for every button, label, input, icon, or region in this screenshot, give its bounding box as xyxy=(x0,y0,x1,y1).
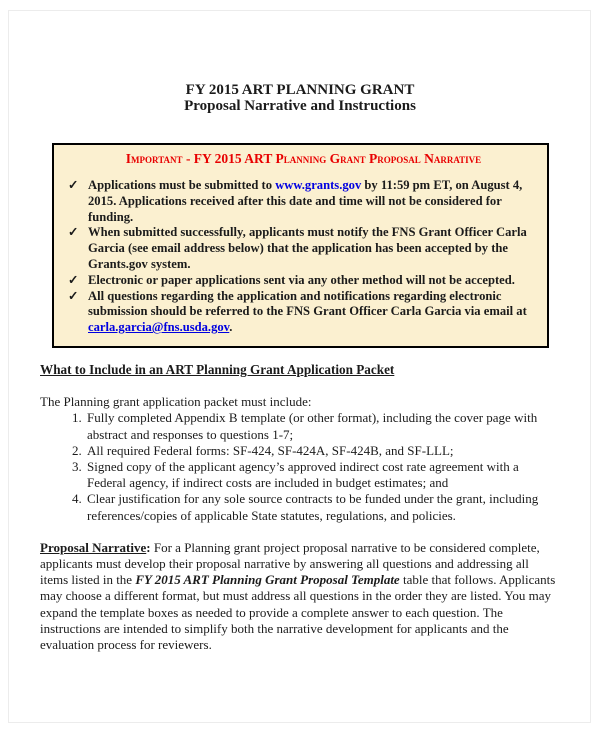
list-item: 2. All required Federal forms: SF-424, SF-424A, SF-424B, and SF-LLL; xyxy=(85,443,560,459)
check-icon: ✓ xyxy=(68,178,79,192)
proposal-body-segment: For a Planning grant project proposal narrative to be considered complete, applicants must develop their proposal narrative by answering all questions and addressing all items listed in the xyxy=(40,539,540,588)
list-item: 1. Fully completed Appendix B template (or other format), including the cover page with abstract and responses to questions 1-7; xyxy=(85,410,560,442)
proposal-colon: : xyxy=(146,539,154,555)
check-icon: ✓ xyxy=(68,272,79,287)
packet-list xyxy=(40,410,560,523)
bullet-text xyxy=(88,178,539,225)
email-link[interactable]: carla.garcia@fns.usda.gov xyxy=(88,320,230,335)
proposal-lead: Proposal Narrative xyxy=(40,539,147,555)
bullet-text-segment: by 11:59 pm ET, on August 4, 2015. Applications received after this date and time will not be considered for funding. xyxy=(88,178,523,224)
bullet-text-segment: All questions regarding the application and notifications regarding electronic submission should be referred to the FNS Grant Officer Carla Garcia via email at xyxy=(88,288,527,319)
bullet-text: Electronic or paper applications sent via any other method will not be accepted. xyxy=(88,272,515,287)
list-item xyxy=(68,273,539,289)
packet-intro: The Planning grant application packet must include: xyxy=(40,394,312,410)
proposal-template-emphasis: FY 2015 ART Planning Grant Proposal Template xyxy=(135,572,400,588)
bullet-text-segment: . xyxy=(229,320,233,335)
page-title-line2: Proposal Narrative and Instructions xyxy=(184,98,416,114)
bullet-text: When submitted successfully, applicants must notify the FNS Grant Officer Carla Garcia (see email address below) that the application has been accepted by the Grants.gov system. xyxy=(88,225,527,271)
bullet-text xyxy=(88,289,539,336)
section-heading: What to Include in an ART Planning Grant Application Packet xyxy=(40,361,395,377)
list-item: 3. Signed copy of the applicant agency’s approved indirect cost rate agreement with a Federal agency, if indirect costs are included in budget estimates; and xyxy=(85,459,560,491)
proposal-narrative-paragraph xyxy=(40,540,560,653)
proposal-body-segment: table that follows. Applicants may choose a different format, but must address all questions in the order they are listed. You may expand the template boxes as needed to provide a complete answer to each question. The instructions are intended to simplify both the narrative development for applicants and the evaluation process for reviewers. xyxy=(40,572,556,653)
bullet-text-segment: Applications must be submitted to xyxy=(88,178,276,192)
check-icon: ✓ xyxy=(68,288,79,303)
important-notice-box xyxy=(52,143,549,348)
list-item xyxy=(68,289,539,336)
important-box-header: Important - FY 2015 ART Planning Grant Proposal Narrative xyxy=(125,151,482,166)
list-item xyxy=(68,178,539,225)
document-page xyxy=(40,0,560,653)
list-item xyxy=(68,225,539,272)
check-icon: ✓ xyxy=(68,225,79,240)
page-title xyxy=(40,82,560,114)
page-title-line1: FY 2015 ART PLANNING GRANT xyxy=(185,82,415,98)
list-item: 4. Clear justification for any sole source contracts to be funded under the grant, including references/copies of applicable State statutes, regulations, and policies. xyxy=(85,491,560,523)
grants-gov-link[interactable]: www.grants.gov xyxy=(275,178,362,192)
